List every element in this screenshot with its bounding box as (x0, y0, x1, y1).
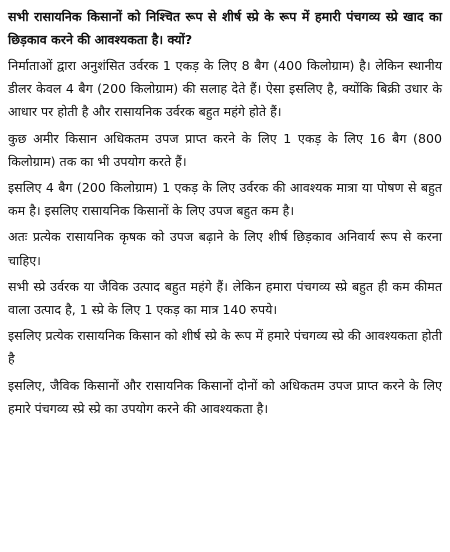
paragraph-fertilizer-recommendation: निर्माताओं द्वारा अनुशंसित उर्वरक 1 एकड़ के लिए 8 बैग (400 किलोग्राम) है। लेकिन स्थानीय डीलर केवल 4 बैग (200 किलोग्राम) की सलाह देते हैं। ऐसा इसलिए है, क्योंकि बिक्री उधार के आधार पर होती है और रासायनिक उर्वरक बहुत महंगे होते हैं। (8, 58, 442, 120)
paragraph-conclusion: इसलिए, जैविक किसानों और रासायनिक किसानों दोनों को अधिकतम उपज प्राप्त करने के लिए हमारे पंचगव्य स्प्रे स्प्रे का उपयोग करने की आवश्यकता है। (8, 377, 442, 416)
paragraph-low-nutrition: इसलिए 4 बैग (200 किलोग्राम) 1 एकड़ के लिए उर्वरक की आवश्यक मात्रा या पोषण से बहुत कम है। इसलिए रासायनिक किसानों के लिए उपज बहुत कम है। (8, 180, 442, 219)
paragraph-top-spray-mandatory: अतः प्रत्येक रासायनिक कृषक को उपज बढ़ाने के लिए शीर्ष छिड़काव अनिवार्य रूप से करना चाहिए। (8, 229, 442, 268)
document-heading: सभी रासायनिक किसानों को निश्चित रूप से शीर्ष स्प्रे के रूप में हमारी पंचगव्य स्प्रे खाद का छिड़काव करने की आवश्यकता है। क्यों? (8, 9, 442, 47)
paragraph-price: सभी स्प्रे उर्वरक या जैविक उत्पाद बहुत महंगे हैं। लेकिन हमारा पंचगव्य स्प्रे बहुत ही कम कीमत वाला उत्पाद है, 1 स्प्रे के लिए 1 एकड़ का मात्र 140 रुपये। (8, 278, 442, 318)
paragraph-rich-farmers: कुछ अमीर किसान अधिकतम उपज प्राप्त करने के लिए 1 एकड़ के लिए 16 बैग (800 किलोग्राम) तक का भी उपयोग करते हैं। (8, 130, 442, 169)
paragraph-need-spray: इसलिए प्रत्येक रासायनिक किसान को शीर्ष स्प्रे के रूप में हमारे पंचगव्य स्प्रे की आवश्यकता होती है (8, 328, 442, 367)
